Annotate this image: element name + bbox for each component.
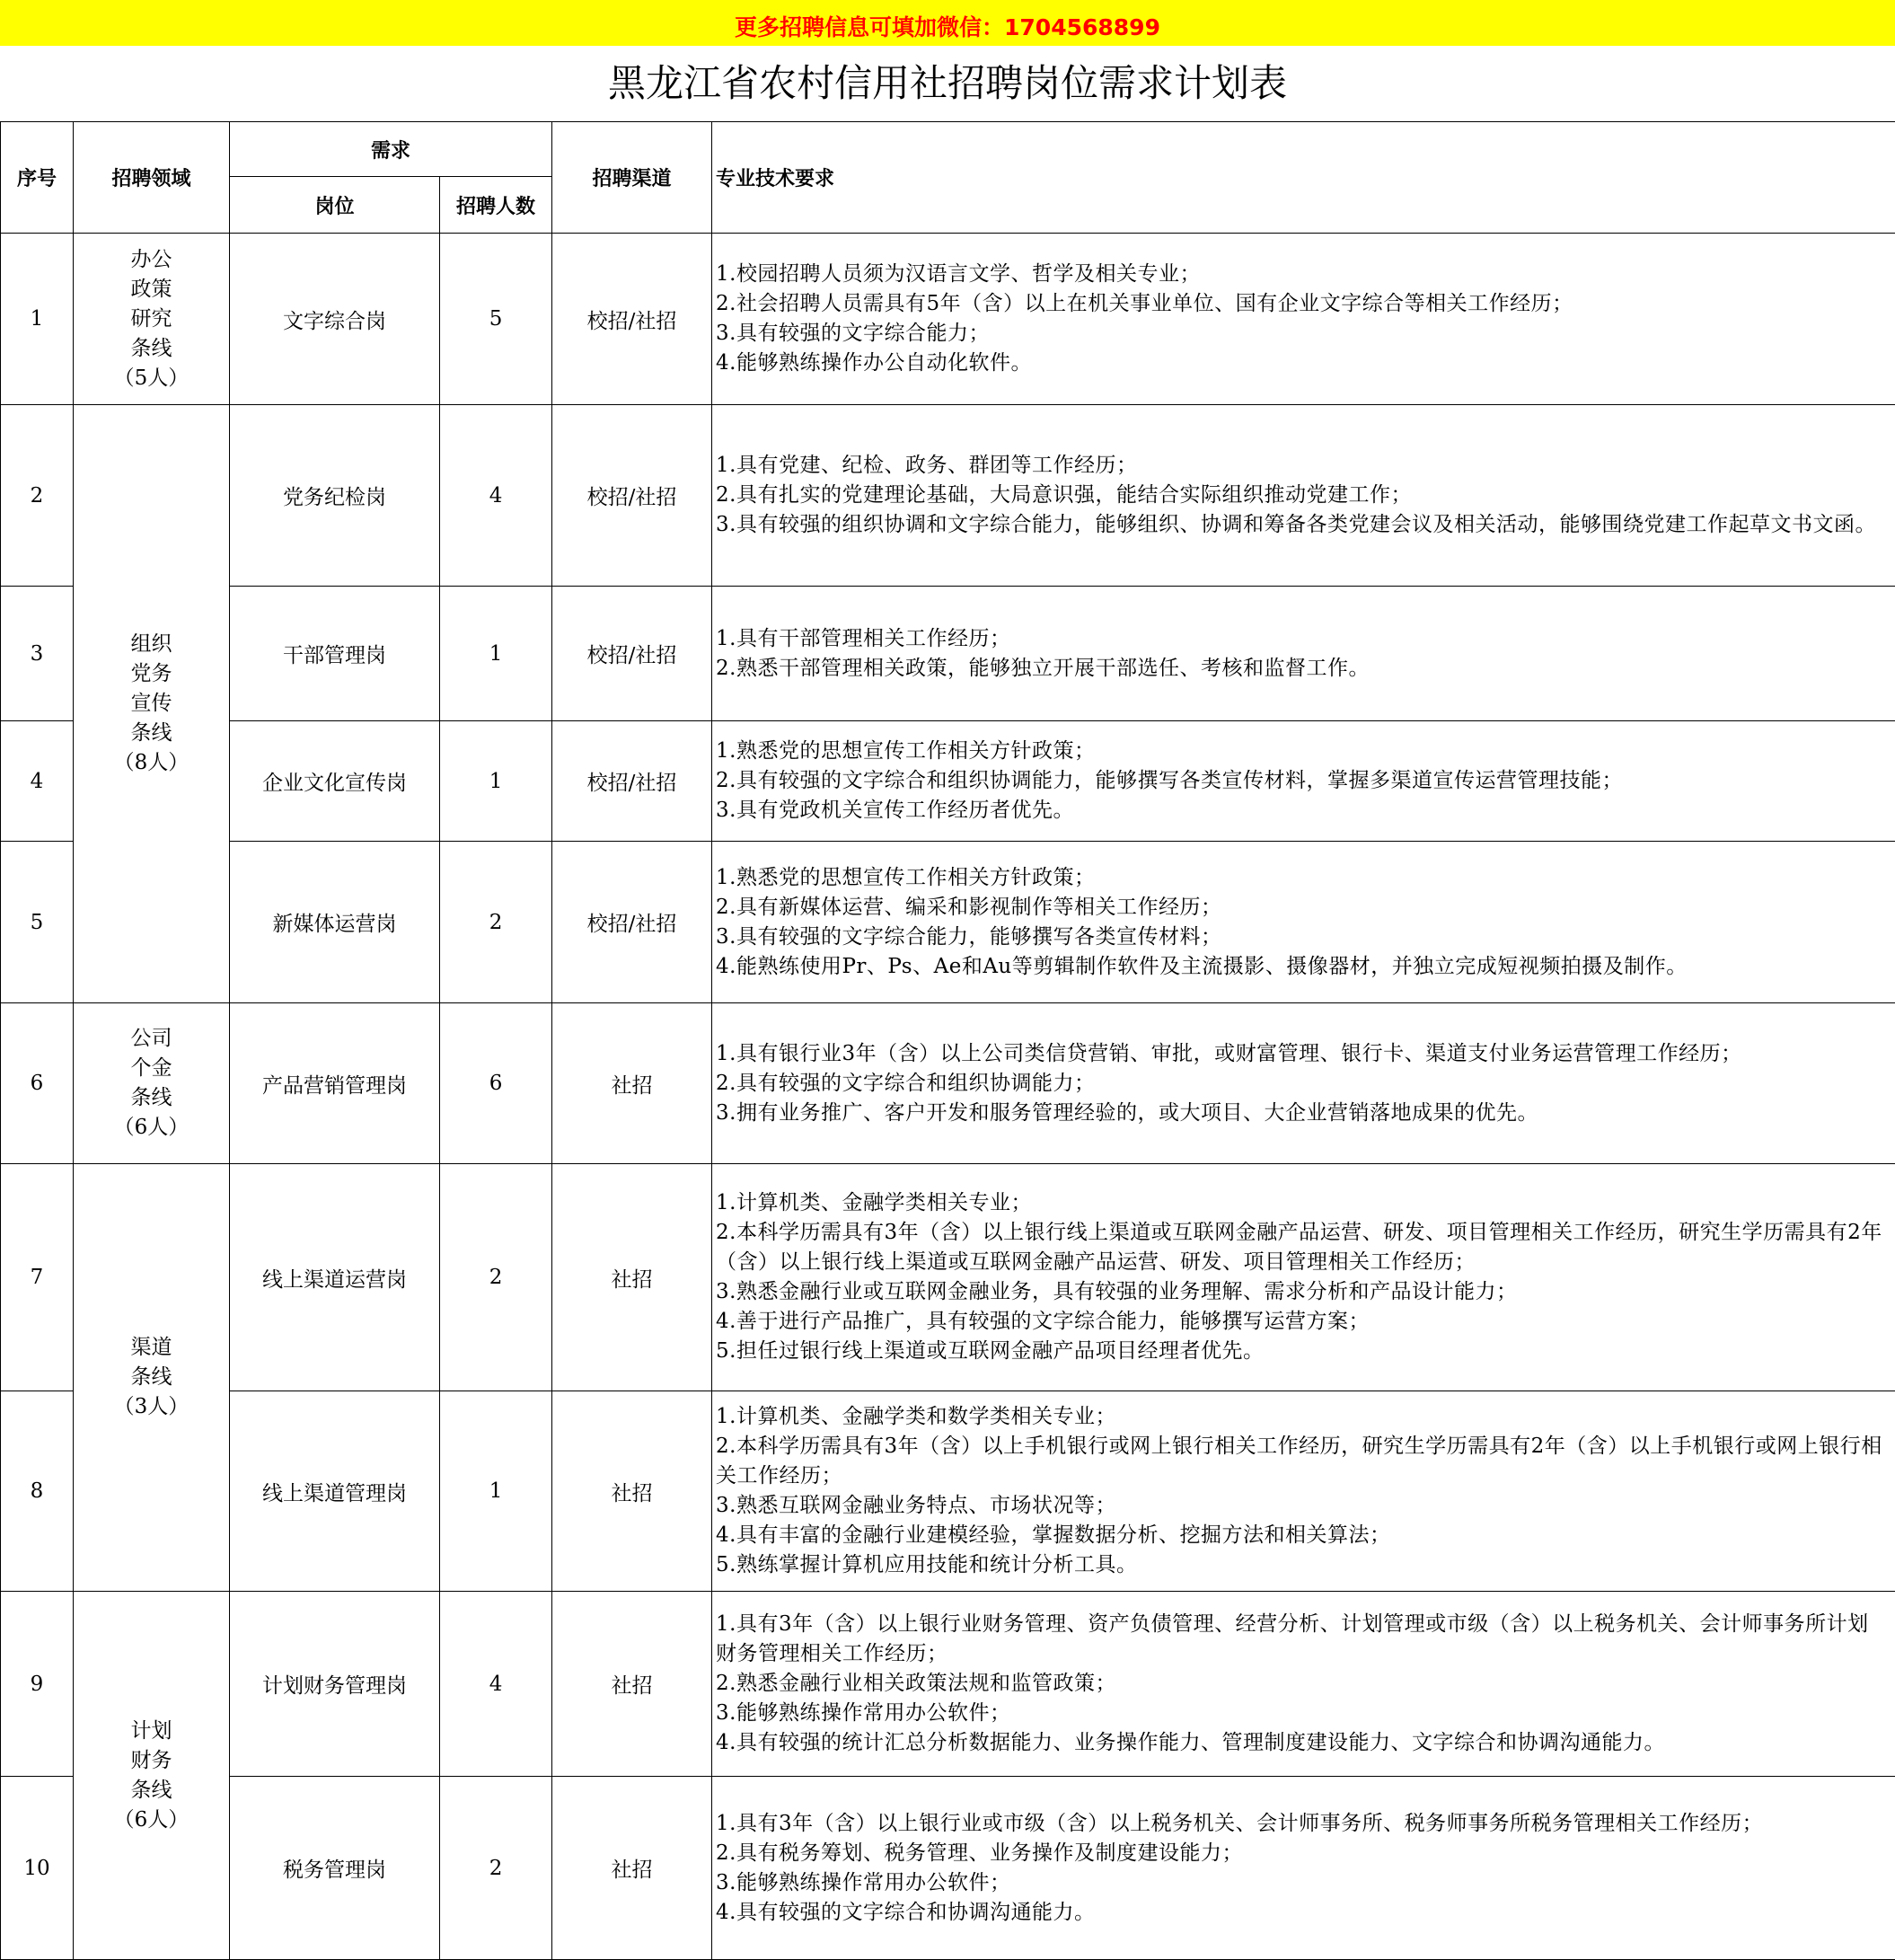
requirement-item: 2.具有较强的文字综合和组织协调能力，能够撰写各类宣传材料，掌握多渠道宣传运营管理技能； [716, 769, 1623, 792]
row-index: 9 [1, 1592, 74, 1777]
field-line: （6人） [113, 1807, 190, 1832]
position-name: 税务管理岗 [230, 1777, 440, 1960]
row-index: 2 [1, 405, 74, 587]
hire-count: 2 [440, 842, 552, 1003]
table-row [1, 1391, 1895, 1592]
requirements [712, 721, 1895, 842]
recruitment-field [74, 1164, 230, 1592]
row-index: 7 [1, 1164, 74, 1391]
field-line: 研究 [130, 306, 172, 331]
header-channel: 招聘渠道 [552, 122, 712, 234]
hire-count: 5 [440, 234, 552, 405]
header-index: 序号 [1, 122, 74, 234]
requirement-item: 2.具有新媒体运营、编采和影视制作等相关工作经历； [716, 895, 1222, 919]
recruit-channel: 社招 [552, 1592, 712, 1777]
hire-count: 2 [440, 1164, 552, 1391]
hire-count: 6 [440, 1003, 552, 1164]
requirement-item: 2.具有较强的文字综合和组织协调能力； [716, 1071, 1096, 1095]
position-name: 计划财务管理岗 [230, 1592, 440, 1777]
row-index: 5 [1, 842, 74, 1003]
hire-count: 4 [440, 405, 552, 587]
position-name: 线上渠道运营岗 [230, 1164, 440, 1391]
requirement-item: 4.具有丰富的金融行业建模经验，掌握数据分析、挖掘方法和相关算法； [716, 1523, 1391, 1547]
field-line: 条线 [130, 1778, 172, 1802]
recruitment-field [74, 405, 230, 1003]
hire-count: 1 [440, 1391, 552, 1592]
row-index: 10 [1, 1777, 74, 1960]
position-name: 文字综合岗 [230, 234, 440, 405]
table-row [1, 1164, 1895, 1391]
table-row [1, 721, 1895, 842]
recruit-channel: 社招 [552, 1391, 712, 1592]
header-demand: 需求 [230, 122, 552, 177]
recruitment-field [74, 234, 230, 405]
row-index: 4 [1, 721, 74, 842]
hire-count: 2 [440, 1777, 552, 1960]
requirement-item: 1.计算机类、金融学类和数学类相关专业； [716, 1405, 1116, 1428]
requirement-item: 1.校园招聘人员须为汉语言文学、哲学及相关专业； [716, 262, 1201, 286]
field-line: 条线 [130, 1365, 172, 1389]
recruitment-field [74, 1003, 230, 1164]
table-row [1, 587, 1895, 721]
table-row [1, 405, 1895, 587]
hire-count: 1 [440, 721, 552, 842]
recruit-channel: 校招/社招 [552, 842, 712, 1003]
requirement-item: 4.能够熟练操作办公自动化软件。 [716, 351, 1032, 375]
table-row [1, 1777, 1895, 1960]
position-name: 线上渠道管理岗 [230, 1391, 440, 1592]
position-name: 党务纪检岗 [230, 405, 440, 587]
requirement-item: 1.具有3年（含）以上银行业财务管理、资产负债管理、经营分析、计划管理或市级（含）以上税务机关、会计师事务所计划财务管理相关工作经历； [716, 1612, 1869, 1665]
field-line: 财务 [130, 1748, 172, 1772]
requirements [712, 1592, 1895, 1777]
requirement-item: 1.熟悉党的思想宣传工作相关方针政策； [716, 865, 1096, 889]
requirement-item: 2.具有税务筹划、税务管理、业务操作及制度建设能力； [716, 1841, 1243, 1865]
recruit-channel: 校招/社招 [552, 587, 712, 721]
field-line: 宣传 [130, 692, 172, 715]
requirement-item: 1.具有银行业3年（含）以上公司类信贷营销、审批，或财富管理、银行卡、渠道支付业务运营管理工作经历； [716, 1041, 1742, 1065]
field-line: （5人） [113, 366, 190, 390]
requirement-item: 3.具有较强的组织协调和文字综合能力，能够组织、协调和筹备各类党建会议及相关活动，能够围绕党建工作起草文书文函。 [716, 513, 1876, 536]
field-line: （3人） [113, 1395, 190, 1418]
requirement-item: 1.具有党建、纪检、政务、群团等工作经历； [716, 454, 1138, 477]
position-name: 产品营销管理岗 [230, 1003, 440, 1164]
field-line: 办公 [130, 247, 172, 271]
table-row [1, 1592, 1895, 1777]
recruit-channel: 社招 [552, 1003, 712, 1164]
header-position: 岗位 [230, 177, 440, 234]
position-name: 干部管理岗 [230, 587, 440, 721]
hire-count: 1 [440, 587, 552, 721]
requirement-item: 3.具有较强的文字综合能力； [716, 322, 990, 345]
field-line: 计划 [130, 1718, 172, 1743]
row-index: 3 [1, 587, 74, 721]
requirements [712, 587, 1895, 721]
wechat-banner: 更多招聘信息可填加微信：1704568899 [0, 0, 1895, 46]
recruitment-field [74, 1592, 230, 1960]
header-requirements: 专业技术要求 [712, 122, 1895, 234]
requirement-item: 1.具有干部管理相关工作经历； [716, 626, 1011, 650]
field-line: 组织 [130, 632, 172, 656]
row-index: 1 [1, 234, 74, 405]
field-line: （8人） [113, 751, 190, 774]
requirement-item: 2.本科学历需具有3年（含）以上手机银行或网上银行相关工作经历，研究生学历需具有2年（含）以上手机银行或网上银行相关工作经历； [716, 1435, 1882, 1488]
recruitment-table [0, 121, 1895, 1960]
requirement-item: 3.能够熟练操作常用办公软件； [716, 1870, 1011, 1894]
table-row [1, 842, 1895, 1003]
requirement-item: 4.善于进行产品推广，具有较强的文字综合能力，能够撰写运营方案； [716, 1310, 1370, 1333]
requirement-item: 4.具有较强的文字综合和协调沟通能力。 [716, 1900, 1096, 1924]
requirement-item: 3.能够熟练操作常用办公软件； [716, 1701, 1011, 1725]
requirement-item: 2.社会招聘人员需具有5年（含）以上在机关事业单位、国有企业文字综合等相关工作经历； [716, 292, 1573, 315]
requirement-item: 3.具有较强的文字综合能力，能够撰写各类宣传材料； [716, 924, 1222, 949]
position-name: 企业文化宣传岗 [230, 721, 440, 842]
requirement-item: 4.具有较强的统计汇总分析数据能力、业务操作能力、管理制度建设能力、文字综合和协调沟通能力。 [716, 1731, 1665, 1754]
recruit-channel: 社招 [552, 1777, 712, 1960]
position-name: 新媒体运营岗 [230, 842, 440, 1003]
field-line: 个金 [130, 1056, 172, 1080]
requirement-item: 1.计算机类、金融学类相关专业； [716, 1191, 1032, 1214]
header-count: 招聘人数 [440, 177, 552, 234]
requirements [712, 405, 1895, 587]
requirement-item: 3.熟悉金融行业或互联网金融业务，具有较强的业务理解、需求分析和产品设计能力； [716, 1280, 1518, 1303]
field-line: 公司 [130, 1027, 172, 1050]
field-line: 政策 [130, 277, 172, 301]
header-field: 招聘领域 [74, 122, 230, 234]
field-line: 渠道 [130, 1336, 172, 1359]
requirement-item: 3.具有党政机关宣传工作经历者优先。 [716, 799, 1074, 822]
requirement-item: 1.具有3年（含）以上银行业或市级（含）以上税务机关、会计师事务所、税务师事务所税务管理相关工作经历； [716, 1811, 1764, 1835]
requirement-item: 5.担任过银行线上渠道或互联网金融产品项目经理者优先。 [716, 1339, 1265, 1363]
requirement-item: 3.熟悉互联网金融业务特点、市场状况等； [716, 1494, 1116, 1517]
table-row [1, 1003, 1895, 1164]
requirements [712, 234, 1895, 405]
requirement-item: 2.熟悉干部管理相关政策，能够独立开展干部选任、考核和监督工作。 [716, 656, 1370, 680]
requirement-item: 5.熟练掌握计算机应用技能和统计分析工具。 [716, 1553, 1138, 1576]
requirements [712, 842, 1895, 1003]
requirements [712, 1164, 1895, 1391]
requirement-item: 3.拥有业务推广、客户开发和服务管理经验的，或大项目、大企业营销落地成果的优先。 [716, 1100, 1538, 1125]
field-line: 条线 [130, 721, 172, 745]
requirements [712, 1391, 1895, 1592]
recruit-channel: 校招/社招 [552, 234, 712, 405]
row-index: 8 [1, 1391, 74, 1592]
row-index: 6 [1, 1003, 74, 1164]
requirement-item: 2.本科学历需具有3年（含）以上银行线上渠道或互联网金融产品运营、研发、项目管理相关工作经历，研究生学历需具有2年（含）以上银行线上渠道或互联网金融产品运营、研发、项目管理相关工作经历； [716, 1221, 1882, 1274]
table-row [1, 234, 1895, 405]
hire-count: 4 [440, 1592, 552, 1777]
requirement-item: 4.能熟练使用Pr、Ps、Ae和Au等剪辑制作软件及主流摄影、摄像器材，并独立完成短视频拍摄及制作。 [716, 954, 1688, 978]
requirements [712, 1777, 1895, 1960]
requirement-item: 2.熟悉金融行业相关政策法规和监管政策； [716, 1672, 1116, 1695]
requirement-item: 2.具有扎实的党建理论基础，大局意识强，能结合实际组织推动党建工作； [716, 483, 1412, 507]
requirements [712, 1003, 1895, 1164]
field-line: 条线 [130, 336, 172, 360]
recruit-channel: 社招 [552, 1164, 712, 1391]
recruit-channel: 校招/社招 [552, 405, 712, 587]
field-line: 党务 [130, 662, 172, 685]
field-line: （6人） [113, 1116, 190, 1139]
page-title: 黑龙江省农村信用社招聘岗位需求计划表 [607, 61, 1287, 105]
requirement-item: 1.熟悉党的思想宣传工作相关方针政策； [716, 739, 1096, 763]
field-line: 条线 [130, 1086, 172, 1109]
recruit-channel: 校招/社招 [552, 721, 712, 842]
